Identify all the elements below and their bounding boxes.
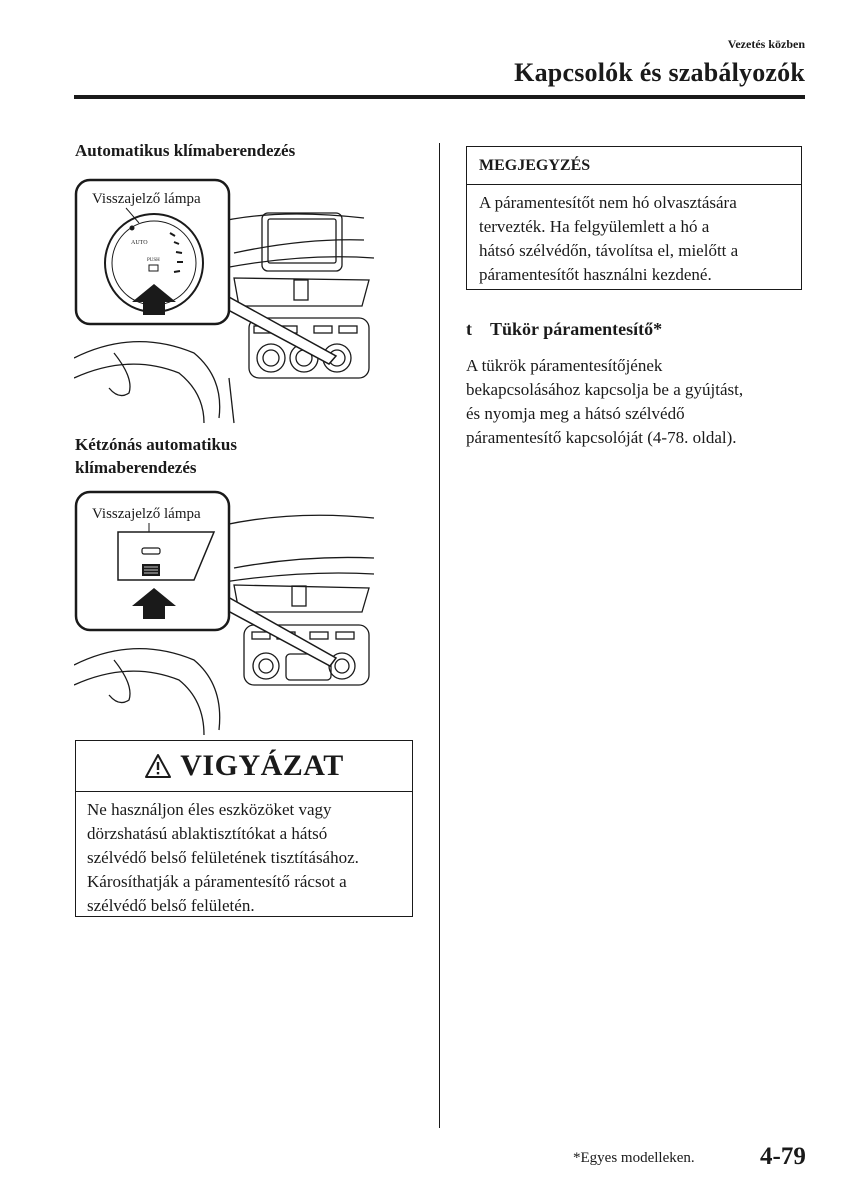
figure-dual-zone-climate [74, 490, 374, 735]
caution-header [76, 741, 412, 792]
header-rule [74, 95, 805, 99]
note-text [467, 185, 801, 287]
paragraph-line: és nyomja meg a hátsó szélvédő [466, 404, 685, 423]
section-label: Vezetés közben [727, 37, 805, 51]
caution-line: szélvédő belső felületén. [87, 896, 255, 915]
dial-auto-label: AUTO [131, 240, 148, 246]
warning-triangle-icon [144, 753, 172, 779]
footnote: *Egyes modelleken. [573, 1150, 695, 1166]
page-number: 4-79 [760, 1143, 806, 1170]
paragraph-line: A tükrök páramentesítőjének [466, 356, 663, 375]
note-line: A páramentesítőt nem hó olvasztására [479, 193, 737, 212]
heading-dual-zone-line2: klímaberendezés [75, 458, 197, 477]
caution-box [75, 740, 413, 917]
page-title: Kapcsolók és szabályozók [514, 58, 805, 87]
column-divider [439, 143, 440, 1128]
heading-mirror-defroster: Tükör páramentesítő* [490, 319, 663, 339]
caution-title: VIGYÁZAT [180, 749, 344, 782]
paragraph-line: páramentesítő kapcsolóját (4-78. oldal). [466, 428, 737, 447]
note-title: MEGJEGYZÉS [467, 147, 801, 185]
note-line: tervezték. Ha felgyülemlett a hó a [479, 217, 710, 236]
mirror-paragraph [466, 354, 743, 450]
indicator-lamp-label: Visszajelző lámpa [92, 191, 201, 207]
caution-line: Károsíthatják a páramentesítő rácsot a [87, 872, 347, 891]
heading-dual-zone-line1: Kétzónás automatikus [75, 435, 237, 454]
caution-line: dörzshatású ablaktisztítókat a hátsó [87, 824, 328, 843]
caution-text [76, 792, 412, 918]
bullet-marker: t [466, 319, 472, 339]
caution-line: szélvédő belső felületének tisztításához. [87, 848, 359, 867]
heading-auto-climate: Automatikus klímaberendezés [75, 141, 296, 160]
figure-auto-climate [74, 178, 374, 428]
note-line: páramentesítőt használni kezdené. [479, 265, 712, 284]
dial-push-label: PUSH [147, 258, 160, 263]
note-line: hátsó szélvédőn, távolítsa el, mielőtt a [479, 241, 739, 260]
note-box [466, 146, 802, 290]
indicator-lamp-label-2: Visszajelző lámpa [92, 506, 201, 522]
caution-line: Ne használjon éles eszközöket vagy [87, 800, 332, 819]
paragraph-line: bekapcsolásához kapcsolja be a gyújtást, [466, 380, 744, 399]
